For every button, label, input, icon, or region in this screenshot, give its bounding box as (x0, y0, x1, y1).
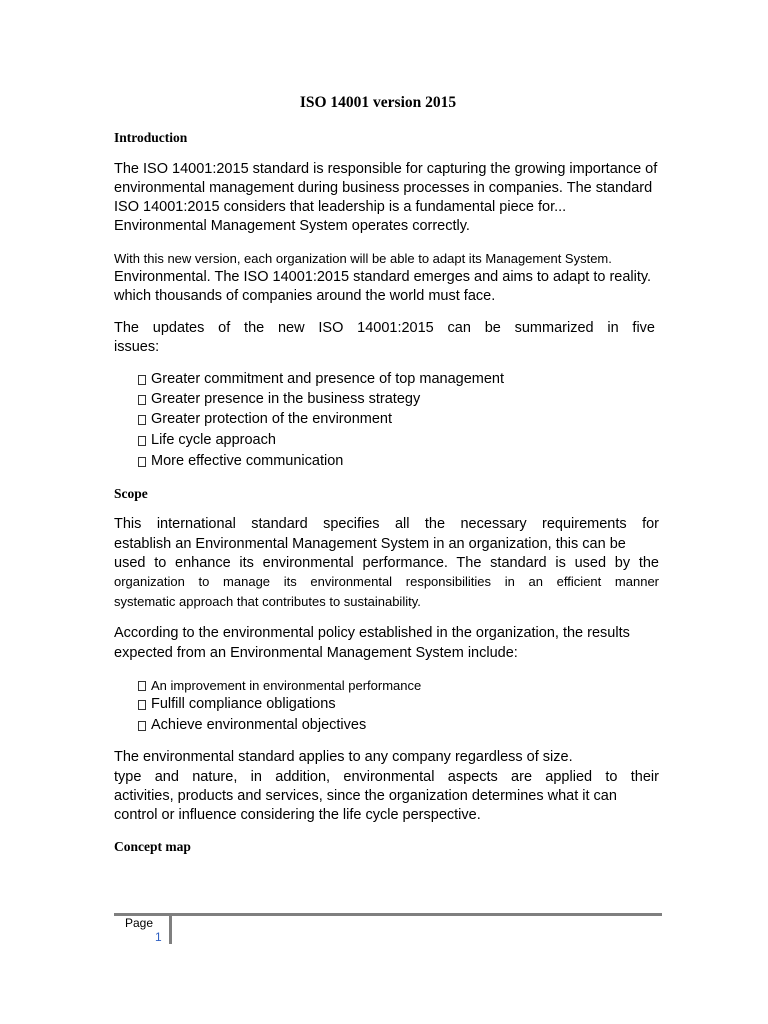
intro-bullet-text: Greater presence in the business strategy (151, 391, 421, 407)
scope-para1-line: systematic approach that contributes to sustainability. (114, 594, 421, 609)
intro-para1-line: environmental management during business processes in companies. The standard (114, 180, 653, 196)
checkbox-bullet-icon (138, 395, 146, 405)
scope-para1-line: establish an Environmental Management System in an organization, this can be (114, 536, 626, 552)
checkbox-bullet-icon (138, 415, 146, 425)
document-title: ISO 14001 version 2015 (299, 94, 457, 111)
scope-bullet-item (138, 695, 336, 714)
scope-para3-line: control or influence considering the life cycle perspective. (114, 807, 481, 823)
scope-heading: Scope (114, 486, 148, 501)
concept-map-heading: Concept map (114, 839, 191, 854)
intro-para2-line: With this new version, each organization will be able to adapt its Management System. (114, 251, 612, 266)
intro-bullet-text: More effective communication (151, 453, 344, 469)
scope-para1-line: This international standard specifies all the necessary requirements for (114, 516, 659, 532)
footer-rule (114, 913, 662, 916)
scope-bullet-text: Achieve environmental objectives (151, 717, 367, 733)
intro-bullet-text: Life cycle approach (151, 432, 276, 448)
scope-para3-line: activities, products and services, since the organization determines what it can (114, 788, 617, 804)
intro-para1-line: Environmental Management System operates correctly. (114, 218, 470, 234)
scope-bullet-text: Fulfill compliance obligations (151, 696, 336, 712)
scope-bullet-item (138, 676, 421, 695)
checkbox-bullet-icon (138, 721, 146, 731)
intro-bullet-item (138, 410, 392, 429)
intro-bullet-item (138, 390, 420, 409)
intro-bullet-text: Greater protection of the environment (151, 411, 392, 427)
intro-para1-line: ISO 14001:2015 considers that leadership is a fundamental piece for... (114, 199, 567, 215)
intro-para1-line: The ISO 14001:2015 standard is responsible for capturing the growing importance of (114, 161, 658, 177)
intro-bullet-text: Greater commitment and presence of top management (151, 371, 505, 387)
scope-para2-line: According to the environmental policy established in the organization, the results (114, 625, 630, 641)
scope-para2-line: expected from an Environmental Management System include: (114, 645, 518, 661)
scope-para1-line: used to enhance its environmental performance. The standard is used by the (114, 555, 659, 571)
page-number: 1 (155, 930, 162, 944)
intro-bullet-item (138, 452, 343, 471)
footer-divider (169, 914, 172, 944)
scope-bullet-text: An improvement in environmental performance (151, 678, 422, 693)
scope-bullet-item (138, 716, 366, 735)
intro-para2-line: which thousands of companies around the world must face. (114, 288, 496, 304)
intro-bullet-item (138, 431, 276, 450)
scope-para3-line: The environmental standard applies to any company regardless of size. (114, 749, 573, 765)
scope-para1-line: organization to manage its environmental responsibilities in an efficient manner (114, 574, 659, 589)
checkbox-bullet-icon (138, 436, 146, 446)
checkbox-bullet-icon (138, 375, 146, 385)
checkbox-bullet-icon (138, 700, 146, 710)
page-label: Page (125, 916, 154, 930)
checkbox-bullet-icon (138, 681, 146, 691)
intro-para3-line: issues: (114, 339, 160, 355)
scope-para3-line: type and nature, in addition, environmental aspects are applied to their (114, 769, 659, 785)
checkbox-bullet-icon (138, 457, 146, 467)
intro-bullet-item (138, 370, 504, 389)
intro-para2-line: Environmental. The ISO 14001:2015 standard emerges and aims to adapt to reality. (114, 269, 652, 285)
introduction-heading: Introduction (114, 130, 188, 145)
intro-para3-line: The updates of the new ISO 14001:2015 can be summarized in five (114, 320, 655, 336)
